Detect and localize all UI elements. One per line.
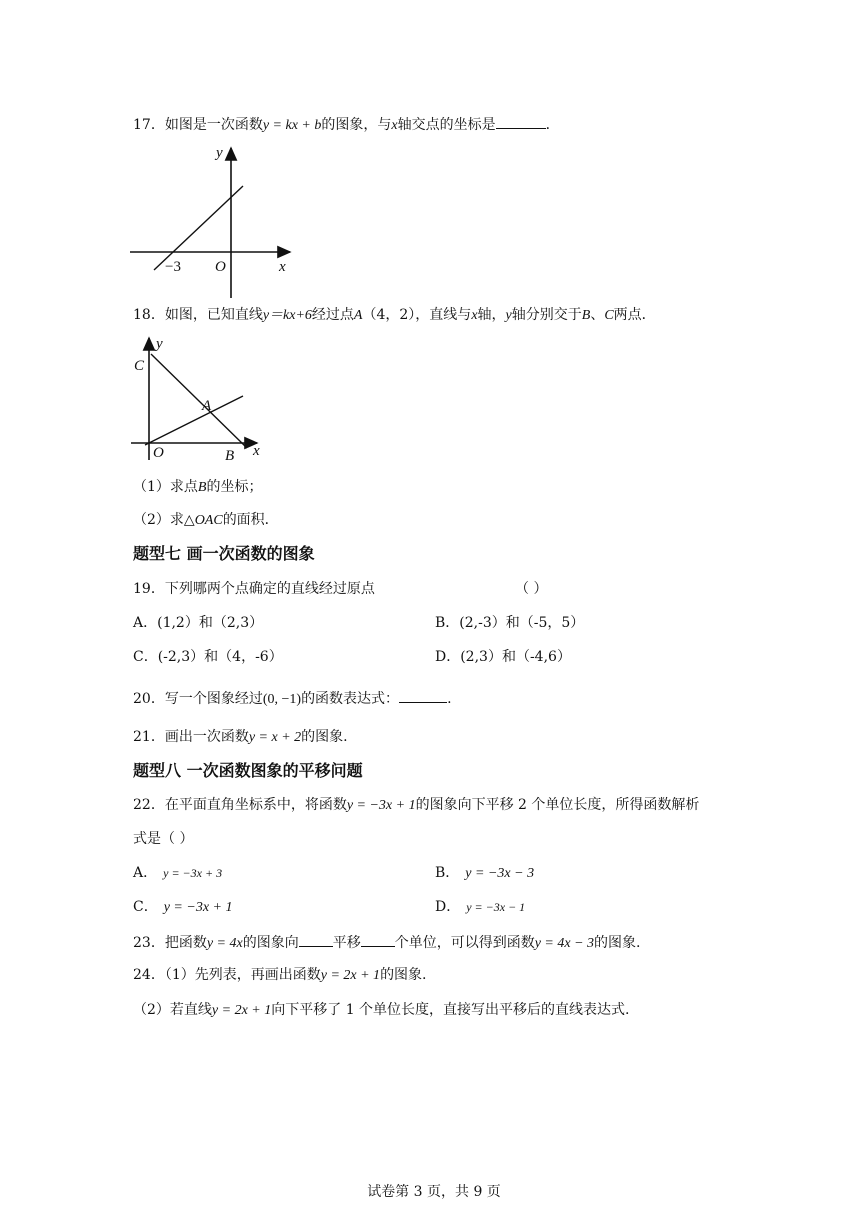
q19-option-c[interactable]: C．(-2,3）和（4，-6）: [133, 649, 283, 665]
q19-option-a[interactable]: A．(1,2）和（2,3）: [133, 615, 264, 631]
q23-blank-units[interactable]: [361, 934, 395, 947]
q18-sub1-var: B: [197, 480, 207, 495]
q23-stem: [133, 934, 640, 951]
section-7-heading: 题型七 画一次函数的图象: [133, 544, 315, 563]
q18-formula: y＝kx+6: [262, 308, 312, 323]
q23-text-a: 23．把函数: [133, 935, 207, 951]
q17-x-label: x: [279, 259, 286, 275]
q18-line-oa: [145, 396, 243, 445]
q24-text-b: 的图象.: [380, 967, 427, 983]
q18-origin-label: O: [153, 445, 164, 461]
q17-text-b: 的图象，与: [321, 117, 392, 133]
q18-var-y: y: [505, 308, 512, 323]
q18-point-c: C: [604, 308, 614, 323]
q22-option-b[interactable]: [435, 866, 534, 881]
q18-sub2-b: 的面积．: [222, 512, 279, 528]
q20-end: .: [447, 691, 452, 707]
q17-y-label: y: [216, 145, 223, 161]
q18-b-label: B: [225, 448, 235, 464]
q17-text-a: 17．如图是一次函数: [133, 117, 263, 133]
q22-stem-line2[interactable]: 式是（ ）: [133, 831, 194, 847]
q18-graph: [125, 334, 275, 464]
q18-text-e: 轴分别交于: [511, 307, 582, 323]
q23-text-c: 平移: [332, 935, 361, 951]
q17-text-c: 轴交点的坐标是: [397, 117, 496, 133]
q22-option-d-formula: y = −3x − 1: [466, 900, 526, 914]
q20-text-a: 20．写一个图象经过: [133, 691, 263, 707]
q18-c-label: C: [134, 358, 145, 374]
page-footer: 试卷第 3 页，共 9 页: [367, 1184, 501, 1200]
q24-formula-2: y = 2x + 1: [211, 1003, 272, 1018]
q24-formula-1: y = 2x + 1: [320, 968, 381, 983]
q22-option-a-formula: y = −3x + 3: [163, 866, 223, 880]
q23-text-b: 的图象向: [242, 935, 299, 951]
q17-graph: [125, 140, 325, 300]
q21-text-b: 的图象.: [301, 729, 348, 745]
q23-formula-1: y = 4x: [206, 936, 243, 951]
q22-option-b-label: B．: [435, 865, 460, 881]
q23-text-e: 的图象.: [594, 935, 641, 951]
q18-sub1-b: 的坐标；: [206, 479, 263, 495]
q18-sub2-a: （2）求△: [133, 512, 195, 528]
q22-option-a[interactable]: [133, 866, 222, 880]
q18-x-label: x: [253, 443, 260, 459]
q21-text-a: 21．画出一次函数: [133, 729, 249, 745]
q22-option-c-label: C．: [133, 899, 158, 915]
q18-text-c: （4，2），直线与: [362, 307, 472, 323]
q18-text-d: 轴，: [477, 307, 506, 323]
q18-a-label: A: [202, 398, 212, 414]
q20-point: (0, −1): [262, 692, 302, 707]
q22-formula: y = −3x + 1: [346, 798, 416, 813]
q18-sub1: [133, 480, 262, 495]
q18-point-a: A: [353, 308, 363, 323]
q19-stem: 19．下列哪两个点确定的直线经过原点: [133, 581, 375, 597]
q24-stem: [133, 968, 427, 983]
q18-text-a: 18．如图，已知直线: [133, 307, 263, 323]
q18-text-b: 经过点: [311, 307, 354, 323]
q22-text-a: 22．在平面直角坐标系中，将函数: [133, 797, 347, 813]
q22-option-c-formula: y = −3x + 1: [163, 900, 233, 915]
q17-formula: y = kx + b: [262, 118, 322, 133]
q18-sub2-var: OAC: [194, 513, 223, 528]
q22-text-b: 的图象向下平移 2 个单位长度，所得函数解析: [415, 797, 700, 813]
q24-text-d: 向下平移了 1 个单位长度，直接写出平移后的直线表达式.: [271, 1002, 630, 1018]
q22-option-d-label: D．: [435, 899, 461, 915]
q21-stem: [133, 730, 348, 745]
q18-text-f: 两点．: [613, 307, 656, 323]
q23-text-d: 个单位，可以得到函数: [394, 935, 535, 951]
q24-sub2: [133, 1003, 630, 1018]
q20-stem: [133, 690, 452, 707]
q17-tick-label: −3: [165, 259, 181, 275]
q19-answer-paren[interactable]: （ ）: [515, 581, 548, 597]
q22-option-a-label: A．: [133, 865, 158, 881]
q17-origin-label: O: [215, 259, 226, 275]
q17-var-x: x: [391, 118, 398, 133]
section-8-heading: 题型八 一次函数图象的平移问题: [133, 761, 363, 780]
q18-sub1-a: （1）求点: [133, 479, 198, 495]
q20-text-b: 的函数表达式：: [301, 691, 400, 707]
q17-end: ．: [545, 117, 560, 133]
q23-formula-2: y = 4x − 3: [534, 936, 595, 951]
q19-option-d[interactable]: D．(2,3）和（-4,6）: [435, 649, 571, 665]
q17-stem: [133, 116, 560, 133]
q22-option-b-formula: y = −3x − 3: [465, 866, 535, 881]
q18-y-label: y: [156, 336, 163, 352]
q18-point-b: B: [581, 308, 591, 323]
q22-option-c[interactable]: [133, 900, 233, 915]
q23-blank-direction[interactable]: [299, 934, 333, 947]
q17-answer-blank[interactable]: [496, 116, 546, 129]
q22-stem: [133, 798, 699, 813]
q20-answer-blank[interactable]: [399, 690, 447, 703]
q22-option-d[interactable]: [435, 900, 525, 914]
q18-sep: 、: [590, 307, 605, 323]
q21-formula: y = x + 2: [248, 730, 302, 745]
q17-function-line: [154, 186, 243, 270]
q24-text-c: （2）若直线: [133, 1002, 212, 1018]
q18-var-x: x: [471, 308, 478, 323]
q24-text-a: 24．（1）先列表，再画出函数: [133, 967, 321, 983]
q19-option-b[interactable]: B．(2,-3）和（-5，5）: [435, 615, 585, 631]
q18-sub2: [133, 513, 279, 528]
q18-stem: [133, 308, 656, 323]
